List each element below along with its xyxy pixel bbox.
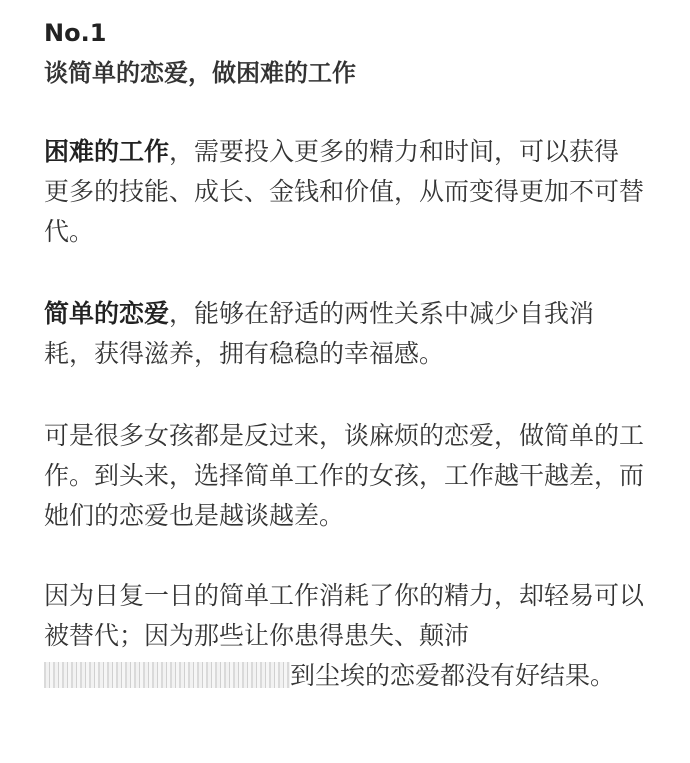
paragraph-simple-love [44, 294, 644, 374]
redacted-blur [44, 662, 290, 688]
section-number: No.1 [44, 19, 107, 47]
section-title: 谈简单的恋爱，做困难的工作 [44, 59, 356, 87]
paragraph-lead: 简单的恋爱 [44, 299, 170, 328]
paragraph-difficult-work [44, 132, 644, 252]
paragraph-lead: 困难的工作 [44, 137, 170, 166]
paragraph-text: ，能够在舒适的两性关系中减少自我消耗，获得滋养，拥有稳稳的幸福感。 [44, 299, 595, 368]
paragraph-text-before: 因为日复一日的简单工作消耗了你的精力，却轻易可以被替代；因为那些让你患得患失、颠沛 [44, 581, 645, 650]
paragraph-conclusion [44, 576, 644, 696]
paragraph-text-after: 到尘埃的恋爱都没有好结果。 [290, 661, 616, 690]
paragraph-text: 可是很多女孩都是反过来，谈麻烦的恋爱，做简单的工作。到头来，选择简单工作的女孩，工作越干越差，而她们的恋爱也是越谈越差。 [44, 421, 645, 530]
paragraph-reverse [44, 416, 644, 536]
paragraph-text: ，需要投入更多的精力和时间，可以获得更多的技能、成长、金钱和价值，从而变得更加不可替代。 [44, 137, 645, 246]
